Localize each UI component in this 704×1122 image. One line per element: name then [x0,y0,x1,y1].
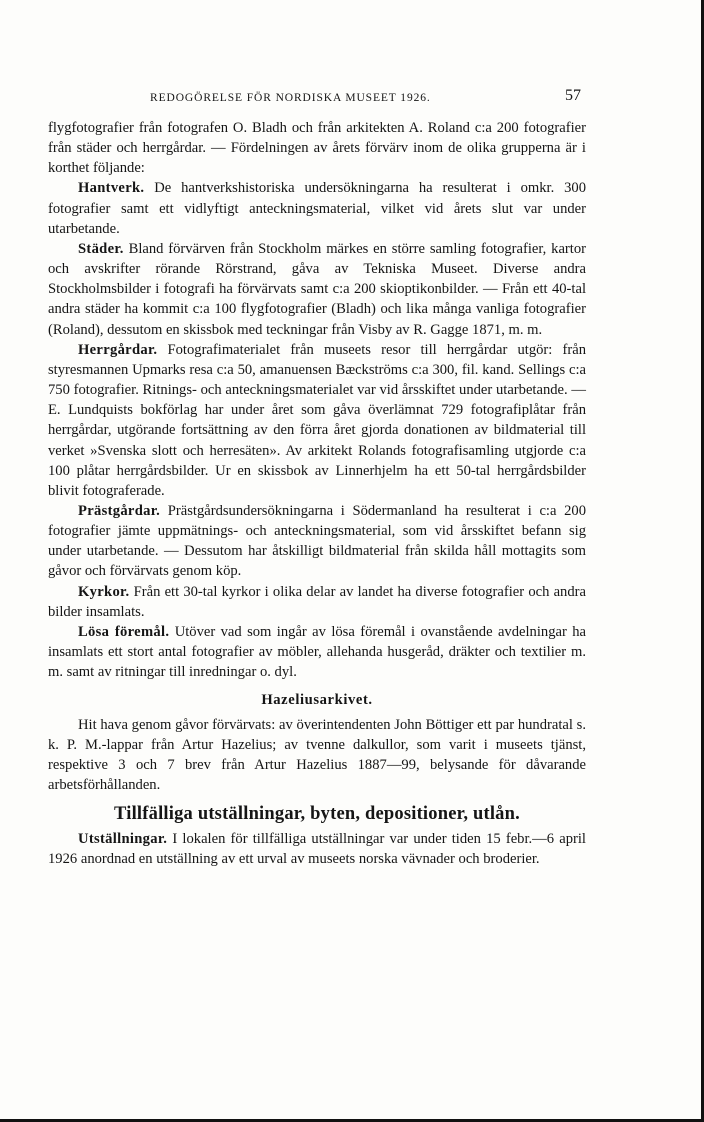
paragraph-text: Utöver vad som ingår av lösa föremål i ovanstående avdelningar ha insamlats ett stort antal fotografier av möbler, allehanda husgeråd, dräkter och textilier m. m. samt av ritningar till inredningar o. dyl. [48,623,587,681]
paragraph-hazelius: Hit hava genom gåvor förvärvats: av överintendenten John Böttiger ett par hundratal s. k. P. M.-lappar från Artur Hazelius; av tvenne dalkullor, som varit i museets tjänst, respektive 3 och 7 brev från Artur Hazelius 1887—99, belysande för dåvarande arbetsförhållanden. [48,716,586,793]
paragraph-stader [48,239,586,340]
paragraph-text: De hantverkshistoriska undersökningarna ha resulterat i omkr. 300 fotografier samt ett vidlyftigt anteckningsmaterial, vilket vid årets slut var under utarbetande. [48,180,586,237]
paragraph-lead: Kyrkor. [78,583,130,600]
paragraph-lead: Prästgårdar. [78,502,161,519]
body-text [48,118,586,870]
paragraph-lead: Hantverk. [78,180,145,197]
paragraph-text: Från ett 30-tal kyrkor i olika delar av landet ha diverse fotografier och andra bilder insamlats. [48,583,586,620]
paragraph-herrgardar [48,340,586,501]
paragraph-prastgardar [48,501,586,582]
paragraph-lead: Herrgårdar. [78,341,158,358]
paragraph-losa-foremal [48,622,586,682]
paragraph-text: I lokalen för tillfälliga utställningar var under tiden 15 febr.—6 april 1926 anordnad en utställning av ett urval av museets norska vävnader och broderier. [48,831,586,868]
paragraph-hantverk [48,178,586,238]
paragraph-kyrkor [48,582,586,622]
paragraph-text: Prästgårdsundersökningarna i Södermanland ha resulterat i c:a 200 fotografier jämte uppmätnings- och anteckningsmaterial, som vid årsskiftet befann sig under utarbetande. — Dessutom har åtskilligt bildmaterial från skilda håll mottagits som gåvor och förvärvats genom köp. [48,502,586,580]
section-heading-hazeliusarkivet: Hazeliusarkivet. [261,692,373,709]
page-number: 57 [565,87,581,104]
paragraph-text: Fotografimaterialet från museets resor till herrgårdar utgör: från styresmannen Upmarks resa c:a 50, amanuensen Bæckströms c:a 300, fil. kand. Sellings c:a 750 fotografier. Ritnings- och anteckningsmaterialet var vid årsskiftet under utarbetande. — E. Lundquists bokförlag har under året som gåva överlämnat 729 fotografiplåtar från herrgårdar, utgörande fortsättning av den förra året gjorda donationen av bildmaterial till verket »Svenska slott och herresäten». Av arkitekt Rolands fotografisamling utgjorde c:a 100 plåtar herrgårdsbilder. Ur en skissbok av Linnerhjelm ha ett 50-tal herrgårdsbilder blivit fotograferade. [48,341,586,499]
section-heading-utstallningar: Tillfälliga utställningar, byten, depositioner, utlån. [114,804,520,825]
paragraph-text: Bland förvärven från Stockholm märkes en större samling fotografier, kartor och avskrifter rörande Rörstrand, gåva av Tekniska Museet. Diverse andra Stockholmsbilder i fotografi ha förvärvats samt c:a 200 skioptikonbilder. — Från ett 40-tal andra städer ha kommit c:a 100 flygfotografier (Bladh) och lika många vanliga fotografier (Roland), dessutom en skissbok med teckningar från Visby av R. Gagge 1871, m. m. [48,240,586,338]
paragraph-lead: Städer. [78,240,124,257]
paragraph-lead: Utställningar. [78,831,168,848]
paragraph-lead: Lösa föremål. [78,623,170,640]
running-header: REDOGÖRELSE FÖR NORDISKA MUSEET 1926. [150,92,431,104]
intro-paragraph: flygfotografier från fotografen O. Bladh och från arkitekten A. Roland c:a 200 fotografier från städer och herrgårdar. — Fördelningen av årets förvärv inom de olika grupperna är i korthet följande: [48,120,586,177]
paragraph-utstallningar [48,829,586,869]
